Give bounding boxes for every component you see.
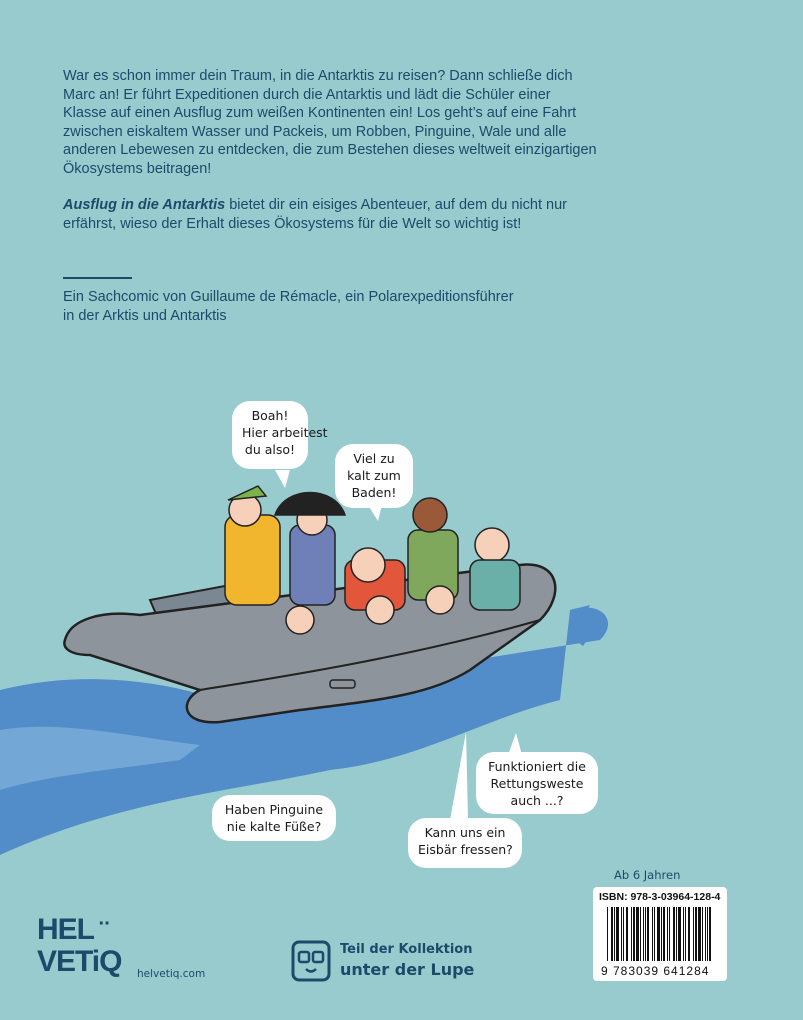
barcode-bar	[698, 907, 701, 961]
barcode-bar	[623, 907, 624, 961]
speech-bubble	[335, 444, 413, 508]
bubble-line: Haben Pinguine	[224, 802, 324, 817]
barcode-bar	[705, 907, 706, 961]
bubble-line: du also!	[244, 442, 296, 457]
bubble-line: Viel zu	[353, 451, 395, 466]
barcode-bar	[643, 907, 644, 961]
author-credit	[63, 288, 514, 325]
barcode-bar	[678, 907, 681, 961]
age-rating: Ab 6 Jahren	[614, 868, 681, 882]
bubble-line: kalt zum	[347, 468, 401, 483]
barcode-bar	[688, 907, 690, 961]
bubble-line: Boah!	[251, 408, 289, 423]
speech-bubble	[476, 752, 598, 814]
ean-number: 9 783039 641284	[601, 964, 710, 978]
speech-bubble	[212, 795, 336, 841]
barcode-bar	[669, 907, 670, 961]
blurb-line: bietet dir ein eisiges Abenteuer, auf dem du nicht nur	[225, 197, 567, 213]
publisher-logo	[37, 914, 121, 978]
blurb-line: anderen Lebewesen zu entdecken, die zum Bestehen dieses weltweit einzigartigen	[63, 142, 597, 159]
blurb-paragraph	[63, 67, 597, 179]
barcode-bar	[621, 907, 622, 961]
barcode-bar	[657, 907, 660, 961]
isbn: ISBN: 978-3-03964-128-4	[599, 891, 721, 903]
logo-text: VETiQ	[37, 945, 122, 978]
barcode-bar	[661, 907, 662, 961]
barcode-bar	[626, 907, 628, 961]
barcode-bar	[607, 907, 608, 961]
credit-line: Ein Sachcomic von Guillaume de Rémacle, ein Polarexpeditionsführer	[63, 289, 514, 305]
barcode-bar	[636, 907, 639, 961]
barcode-bar	[645, 907, 646, 961]
barcode-bar	[611, 907, 613, 961]
bubble-line: Hier arbeitest	[242, 425, 328, 440]
bubble-line: Eisbär fressen?	[418, 842, 513, 857]
blurb-line: zwischen eiskaltem Wasser und Packeis, um Robben, Pinguine, Wale und alle	[63, 123, 567, 140]
barcode-bar	[633, 907, 635, 961]
collection-robot-icon	[291, 940, 331, 982]
barcode-bar	[683, 907, 684, 961]
book-title: Ausflug in die Antarktis	[63, 197, 226, 213]
barcode-bar	[663, 907, 665, 961]
barcode-bar	[695, 907, 697, 961]
barcode-bar	[616, 907, 619, 961]
blurb-line: Marc an! Er führt Expeditionen durch die Antarktis und lädt die Schüler einer	[63, 86, 551, 103]
barcode-bar	[673, 907, 675, 961]
bubble-line: Rettungsweste	[490, 776, 584, 791]
website: helvetiq.com	[137, 968, 206, 980]
barcode-bar	[667, 907, 668, 961]
barcode-bar	[631, 907, 632, 961]
divider	[63, 277, 132, 279]
barcode-bar	[685, 907, 686, 961]
credit-line: in der Arktis und Antarktis	[63, 307, 227, 324]
barcode-bar	[654, 907, 655, 961]
barcode-bar	[707, 907, 708, 961]
speech-bubble	[232, 401, 328, 469]
bubble-line: Kann uns ein	[424, 825, 506, 840]
blurb-line: Klasse auf einen Ausflug zum weißen Kontinenten ein! Los geht’s auf eine Fahrt	[63, 105, 577, 122]
logo-text: HEL	[37, 913, 94, 946]
barcode-bar	[614, 907, 615, 961]
bubble-line: Funktioniert die	[488, 759, 586, 774]
barcode-bar	[709, 907, 711, 961]
speech-bubble	[408, 818, 522, 868]
bubble-line: auch ...?	[510, 793, 564, 808]
barcode-bar	[640, 907, 641, 961]
barcode-bar	[702, 907, 703, 961]
barcode-bar	[693, 907, 694, 961]
collection-label: Teil der Kollektion	[340, 942, 473, 957]
logo-dots: ··	[94, 913, 110, 935]
barcode-box	[593, 887, 727, 981]
blurb-line: Ökosystems beitragen!	[63, 160, 212, 177]
blurb-line: erfährst, wieso der Erhalt dieses Ökosystems für die Welt so wichtig ist!	[63, 215, 522, 232]
blurb-line: War es schon immer dein Traum, in die Antarktis zu reisen? Dann schließe dich	[63, 68, 573, 84]
barcode-bar	[647, 907, 649, 961]
collection-name: unter der Lupe	[340, 960, 475, 979]
barcode-bar	[652, 907, 653, 961]
barcode-bars	[607, 907, 713, 961]
barcode-bar	[676, 907, 677, 961]
bubble-line: Baden!	[351, 485, 397, 500]
bubble-line: nie kalte Füße?	[226, 819, 322, 834]
blurb-paragraph-2	[63, 196, 567, 233]
